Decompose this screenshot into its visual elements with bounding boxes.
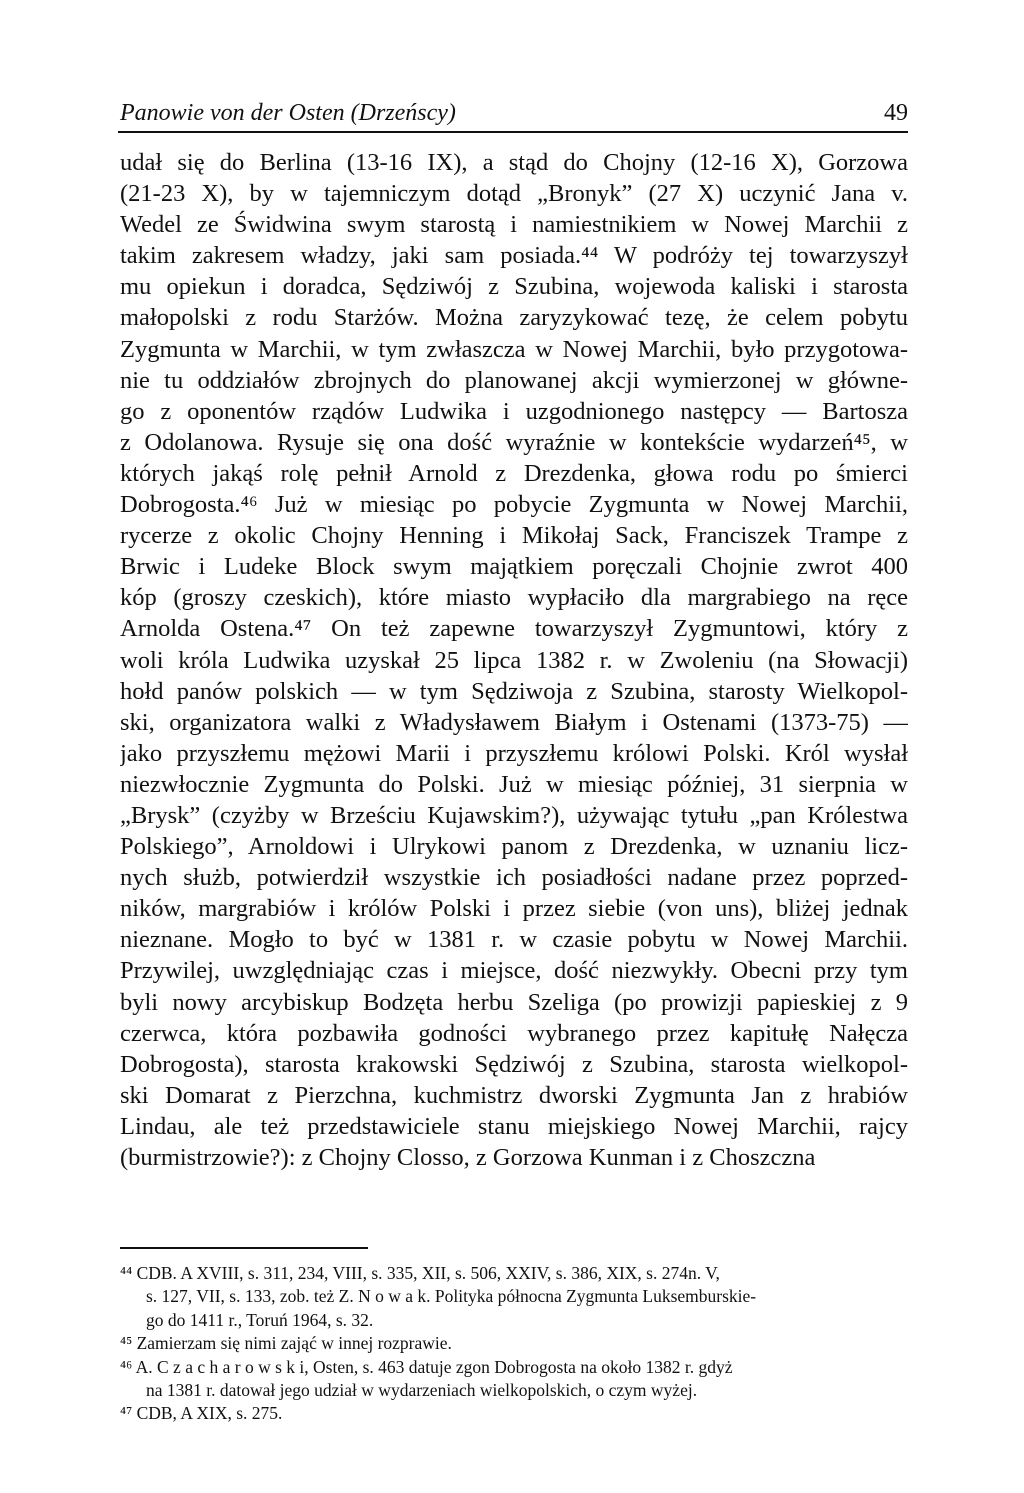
text-line: Zygmunta w Marchii, w tym zwłaszcza w Nowej Marchii, było przygotowa- (120, 335, 908, 363)
text-line: Brwic i Ludeke Block swym majątkiem poręczali Chojnie zwrot 400 (120, 553, 908, 581)
text-line: nieznane. Mogło to być w 1381 r. w czasie pobytu w Nowej Marchii. (120, 926, 908, 954)
text-line: (21-23 X), by w tajemniczym dotąd „Bronyk” (27 X) uczynić Jana v. (120, 180, 908, 208)
text-line: takim zakresem władzy, jaki sam posiada.⁴⁴ W podróży tej towarzyszył (120, 242, 908, 270)
main-text (120, 147, 908, 1173)
text-line: Polskiego”, Arnoldowi i Ulrykowi panom z Drezdenka, w uznaniu licz- (120, 833, 908, 861)
footnote-44-cont: s. 127, VII, s. 133, zob. też Z. N o w a k. Polityka północna Zygmunta Luksemburskie- (146, 1286, 757, 1307)
text-line: których jakąś rolę pełnił Arnold z Drezdenka, głowa rodu po śmierci (120, 459, 908, 487)
text-line: nie tu oddziałów zbrojnych do planowanej akcji wymierzonej w główne- (120, 366, 908, 394)
footnote-44: ⁴⁴ CDB. A XVIII, s. 311, 234, VIII, s. 335, XII, s. 506, XXIV, s. 386, XIX, s. 274n. V, (120, 1263, 720, 1283)
footnote-45: ⁴⁵ Zamierzam się nimi zająć w innej rozprawie. (120, 1333, 452, 1354)
footnote-rule (120, 1247, 368, 1249)
text-line: udał się do Berlina (13-16 IX), a stąd do Chojny (12-16 X), Gorzowa (120, 149, 908, 176)
page-number: 49 (884, 100, 908, 126)
text-line: byli nowy arcybiskup Bodzęta herbu Szeliga (po prowizji papieskiej z 9 (120, 988, 908, 1016)
footnotes (120, 1262, 908, 1426)
text-line: woli króla Ludwika uzyskał 25 lipca 1382 r. w Zwoleniu (na Słowacji) (120, 646, 908, 674)
footnote-44-cont: go do 1411 r., Toruń 1964, s. 32. (146, 1309, 374, 1330)
text-line: jako przyszłemu mężowi Marii i przyszłemu królowi Polski. Król wysłał (120, 739, 908, 767)
footnote-46-cont: na 1381 r. datował jego udział w wydarzeniach wielkopolskich, o czym wyżej. (146, 1379, 698, 1400)
text-line: (burmistrzowie?): z Chojny Closso, z Gorzowa Kunman i z Choszczna (120, 1144, 816, 1171)
text-line: „Brysk” (czyżby w Brześciu Kujawskim?), używając tytułu „pan Królestwa (120, 801, 908, 829)
page-header (120, 98, 908, 134)
text-line: z Odolanowa. Rysuje się ona dość wyraźnie w kontekście wydarzeń⁴⁵, w (120, 428, 908, 456)
text-line: Lindau, ale też przedstawiciele stanu miejskiego Nowej Marchii, rajcy (120, 1112, 908, 1140)
text-line: małopolski z rodu Starżów. Można zaryzykować tezę, że celem pobytu (120, 304, 908, 332)
footnote-47: ⁴⁷ CDB, A XIX, s. 275. (120, 1403, 283, 1424)
text-line: niezwłocznie Zygmunta do Polski. Już w miesiąc później, 31 sierpnia w (120, 770, 908, 798)
header-rule (118, 131, 908, 133)
text-line: ników, margrabiów i królów Polski i przez siebie (von uns), bliżej jednak (120, 895, 908, 923)
text-line: Arnolda Ostena.⁴⁷ On też zapewne towarzyszył Zygmuntowi, który z (120, 615, 908, 643)
text-line: Wedel ze Świdwina swym starostą i namiestnikiem w Nowej Marchii z (120, 211, 908, 239)
text-line: Dobrogosta.⁴⁶ Już w miesiąc po pobycie Zygmunta w Nowej Marchii, (120, 491, 908, 519)
text-line: ski, organizatora walki z Władysławem Białym i Ostenami (1373-75) — (120, 708, 908, 736)
text-line: nych służb, potwierdził wszystkie ich posiadłości nadane przez poprzed- (120, 864, 908, 892)
running-title: Panowie von der Osten (Drzeńscy) (120, 100, 456, 126)
footnote-46: ⁴⁶ A. C z a c h a r o w s k i, Osten, s. 463 datuje zgon Dobrogosta na około 1382 r. gdyż (120, 1356, 733, 1377)
text-line: go z oponentów rządów Ludwika i uzgodnionego następcy — Bartosza (120, 397, 908, 425)
text-line: Dobrogosta), starosta krakowski Sędziwój z Szubina, starosta wielkopol- (120, 1050, 908, 1078)
text-line: kóp (groszy czeskich), które miasto wypłaciło dla margrabiego na ręce (120, 584, 908, 612)
text-line: czerwca, która pozbawiła godności wybranego przez kapitułę Nałęcza (120, 1019, 908, 1047)
text-line: ski Domarat z Pierzchna, kuchmistrz dworski Zygmunta Jan z hrabiów (120, 1081, 908, 1109)
text-line: Przywilej, uwzględniając czas i miejsce, dość niezwykły. Obecni przy tym (120, 957, 908, 985)
text-line: hołd panów polskich — w tym Sędziwoja z Szubina, starosty Wielkopol- (120, 677, 908, 705)
text-line: mu opiekun i doradca, Sędziwój z Szubina, wojewoda kaliski i starosta (120, 273, 908, 301)
text-line: rycerze z okolic Chojny Henning i Mikołaj Sack, Franciszek Trampe z (120, 522, 908, 550)
